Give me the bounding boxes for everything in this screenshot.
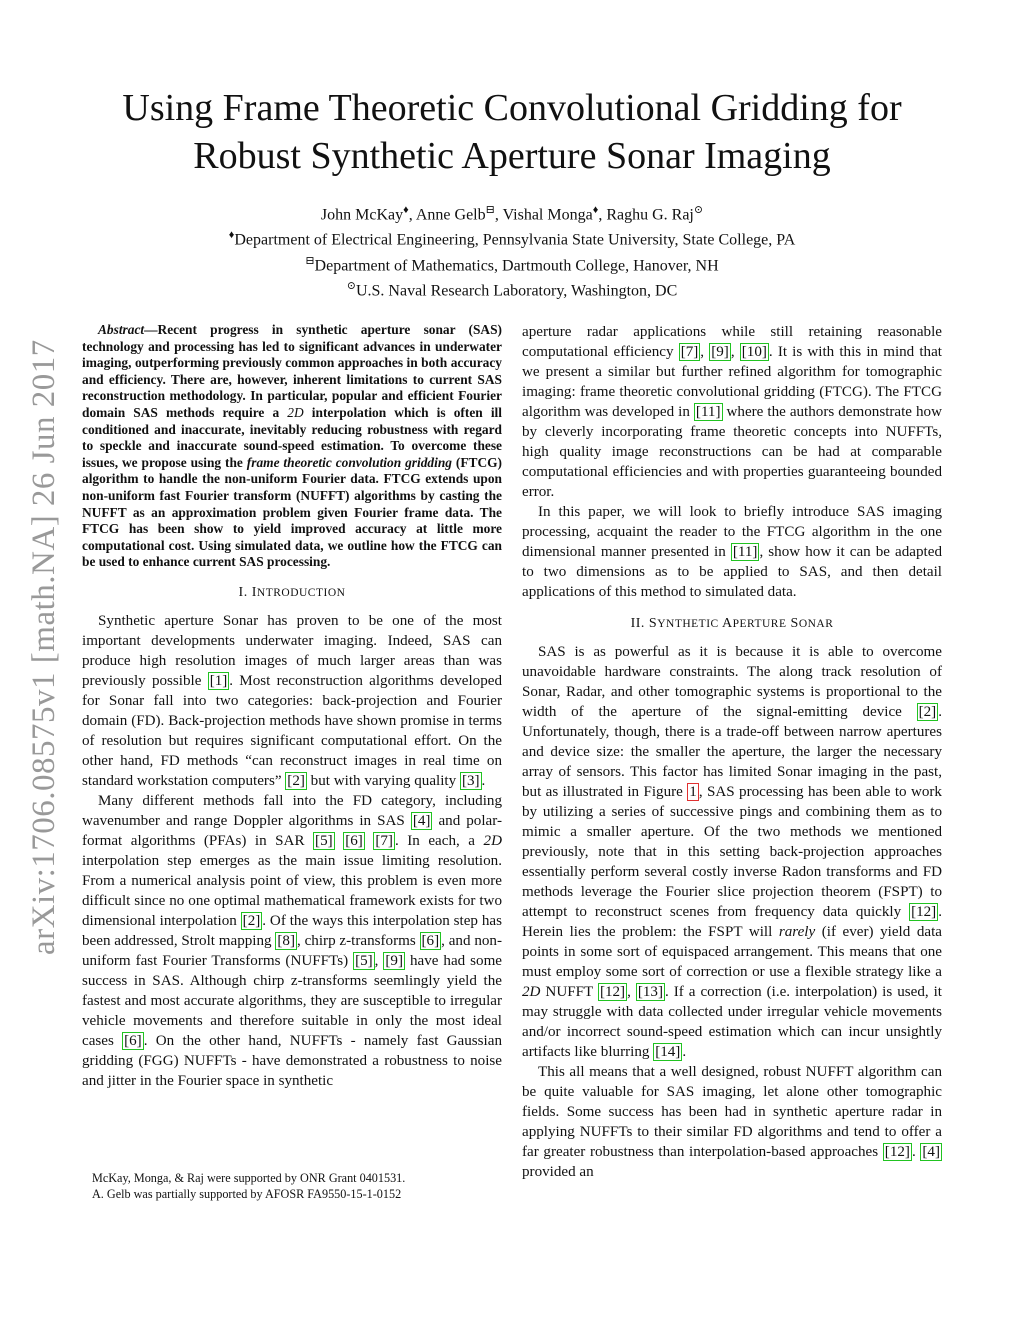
author-block [0,200,1024,301]
intro-paragraph-1: Synthetic aperture Sonar has proven to be one of the most important developments underwater imaging. Indeed, SAS can produce high resolution images of much larger areas than was previously possible [1] . Most reconstruction algorithms developed for Sonar fall into two categories: back-projection and Fourier domain (FD). Back-projection methods have shown promise in terms of resolution but requires significant computational effort. On the other hand, FD methods “can reconstruct images in real time on standard workstation computers” [2] but with varying quality [3] . [82,612,502,789]
citation-link[interactable]: [5] [355,952,373,969]
citation-link[interactable]: [11] [732,544,758,560]
figure-link[interactable]: 1 [689,784,697,800]
author-monga: Vishal Monga [502,206,593,224]
psu-mark: ♦ [592,204,599,216]
affiliation-dartmouth: ⊟Department of Mathematics, Dartmouth College, Hanover, NH [305,254,719,274]
affiliation-psu: ♦Department of Electrical Engineering, Pennsylvania State University, State College, PA [228,229,796,249]
footnote-rule [82,1163,162,1164]
emphasis-rarely: rarely [778,924,816,940]
affiliation-nrl: ⊙U.S. Naval Research Laboratory, Washington, DC [346,279,678,300]
citation-link[interactable]: [13] [637,984,663,1000]
sas-paragraph-1: SAS is as powerful as it is because it is able to overcome unavoidable hardware constraints. The along track resolution of Sonar, Radar, and other tomographic systems is proportional to the width of the aperture of the signal-emitting device [2] . Unfortunately, though, there is a trade-off between narrow apertures and device size: the smaller the aperture, the larger the necessary array of sensors. This factor has limited Sonar imaging in the past, but as illustrated in Figure 1 , SAS processing has been able to work by utilizing a series of successive pings and combining them as to mimic a smaller aperture. Of the two methods we mentioned previously, note that in this setting back-projection approaches essentially perform several costly inverse Radon transforms and FD methods leverage the Fourier slice projection theorem (FSPT) to attempt to reconstruct scenes from frequency data quickly [12] . Herein lies the problem: the FSPT will rarely (if ever) yield data points in some sort of equispaced arrangement. This means that one must employ some sort of correction or use a flexible strategy like a 2D NUFFT [12] , [13] . If a correction (i.e. interpolation) is used, it may struggle with data collected under irregular vehicle movements and/or incorrect sound-speed estimation which can incur unsightly artifacts like blurring [14] . [522,644,942,1060]
section-heading-sas: II. SYNTHETIC APERTURE SONAR [630,616,834,631]
citation-link[interactable]: [9] [711,344,729,360]
abstract-emphasis: frame theoretic convolution gridding [246,454,452,470]
author-raj: Raghu G. Raj [606,206,694,224]
footnote-funding-2: A. Gelb was partially supported by AFOSR FA9550-15-1-0152 [92,1187,402,1201]
author-list: John McKay♦, Anne Gelb⊟, Vishal Monga♦, Raghu G. Raj⊙ [320,204,704,224]
citation-link[interactable]: [9] [385,952,404,969]
citation-link[interactable]: [3] [461,772,480,789]
citation-link[interactable]: [7] [375,832,393,849]
left-column [82,322,502,1091]
math-2d: 2D [287,404,304,420]
citation-link[interactable]: [10] [741,344,767,360]
footnote-funding-1: McKay, Monga, & Raj were supported by ONR Grant 0401531. [92,1171,406,1185]
intro-paragraph-2: Many different methods fall into the FD category, including wavenumber and range Doppler algorithms in SAS [4] and polar-format algorithms (PFAs) in SAR [5] [6] [7] . In each, a 2D interpolation step emerges as the main issue limiting resolution. From a numerical analysis point of view, this problem is even more difficult since no one optimal mathematical framework exists for two dimensional interpolation [2] . Of the ways this interpolation step has been addressed, Strolt mapping [8] , chirp z-transforms [6] , and non-uniform fast Fourier Transforms (NUFFTs) [5] , [9] have had some success in SAS. Although chirp z-transforms seemlingly yield the fastest and most accurate algorithms, they are susceptible to irregular vehicle movements and therefore suitable in only the most ideal cases [6] . On the other hand, NUFFTs - namely fast Gaussian gridding (FGG) NUFFTs - have demonstrated a robustness to noise and jitter in the Fourier space in synthetic [82,792,503,1089]
author-mckay: John McKay [320,206,404,224]
citation-link[interactable]: [5] [315,832,333,849]
citation-link[interactable]: [2] [287,772,305,789]
citation-link[interactable]: [8] [277,932,296,949]
citation-link[interactable]: [2] [918,704,937,720]
citation-link[interactable]: [12] [911,904,937,920]
abstract: Abstract—Recent progress in synthetic aperture sonar (SAS) technology and processing has led to significant advances in underwater imaging, outperforming previously common approaches in both accuracy and efficiency. There are, however, inherent limitations to current SAS reconstruction methodology. In particular, popular and efficient Fourier domain SAS methods require a 2D interpolation which is often ill conditioned and inaccurate, inevitably reducing robustness with regard to speckle and inaccurate sound-speed estimation. To overcome these issues, we propose using the frame theoretic convolution gridding (FTCG) algorithm to handle the non-uniform Fourier data. FTCG extends upon non-uniform fast Fourier transform (NUFFT) algorithms by casting the NUFFT as an approximation problem given Fourier frame data. The FTCG has been show to yield improved accuracy at little more computational cost. Using simulated data, we outline how the FTCG can be used to enhance current SAS processing. [82,322,502,570]
dartmouth-mark: ⊟ [485,204,495,216]
author-gelb: Anne Gelb [415,206,486,224]
citation-link[interactable]: [12] [884,1144,910,1160]
sas-paragraph-2: This all means that a well designed, robust NUFFT algorithm can be quite valuable for SAS imaging, let alone other tomographic fields. Some success has been had in synthetic aperture radar in applying NUFFTs to their similar FD algorithms and tend to offer a far greater robustness than interpolation-based approaches [12] . [4] provided an [522,1064,942,1180]
right-paragraph-1: aperture radar applications while still retaining reasonable computational efficiency [7] , [9] , [10] . It is with this in mind that we present a similar but further refined algorithm for tomographic imaging: frame theoretic convolutional gridding (FTCG). The FTCG algorithm was developed in [11] where the authors demonstrate how by cleverly incorporating frame theoretic concepts into NUFFTs, high quality image reconstructions can be had at comparable computational efficiencies and with properties guaranteeing bounded error. [522,324,942,500]
right-paragraph-2: In this paper, we will look to briefly introduce SAS imaging processing, acquaint the reader to the FTCG algorithm in the one dimensional manner presented in [11] , show how it can be adapted to two dimensions as to be applied to SAS, and then detail applications of this method to simulated data. [522,504,942,600]
citation-link[interactable]: [7] [680,344,699,360]
citation-link[interactable]: [6] [124,1032,142,1049]
section-heading-introduction: I. INTRODUCTION [238,584,346,600]
citation-link[interactable]: [4] [922,1144,941,1160]
title-line-1: Using Frame Theoretic Convolutional Gridding for [122,87,902,129]
citation-link[interactable]: [14] [655,1044,681,1060]
citation-link[interactable]: [11] [695,404,721,420]
psu-mark: ♦ [403,204,409,216]
math-2d: 2D [522,984,541,1000]
paper-title [0,84,1024,180]
citation-link[interactable]: [6] [421,932,440,949]
abstract-label: Abstract [98,322,145,337]
citation-link[interactable]: [12] [599,984,626,1000]
arxiv-stamp: arXiv:1706.08575v1 [math.NA] 26 Jun 2017 [26,339,62,955]
math-2d: 2D [483,832,502,849]
right-column [522,322,942,1182]
nrl-mark: ⊙ [693,204,704,216]
citation-link[interactable]: [2] [242,912,261,929]
citation-link[interactable]: [4] [412,812,431,829]
footnote [92,1170,502,1202]
citation-link[interactable]: [1] [209,672,228,689]
citation-link[interactable]: [6] [345,832,363,849]
title-line-2: Robust Synthetic Aperture Sonar Imaging [193,135,831,177]
